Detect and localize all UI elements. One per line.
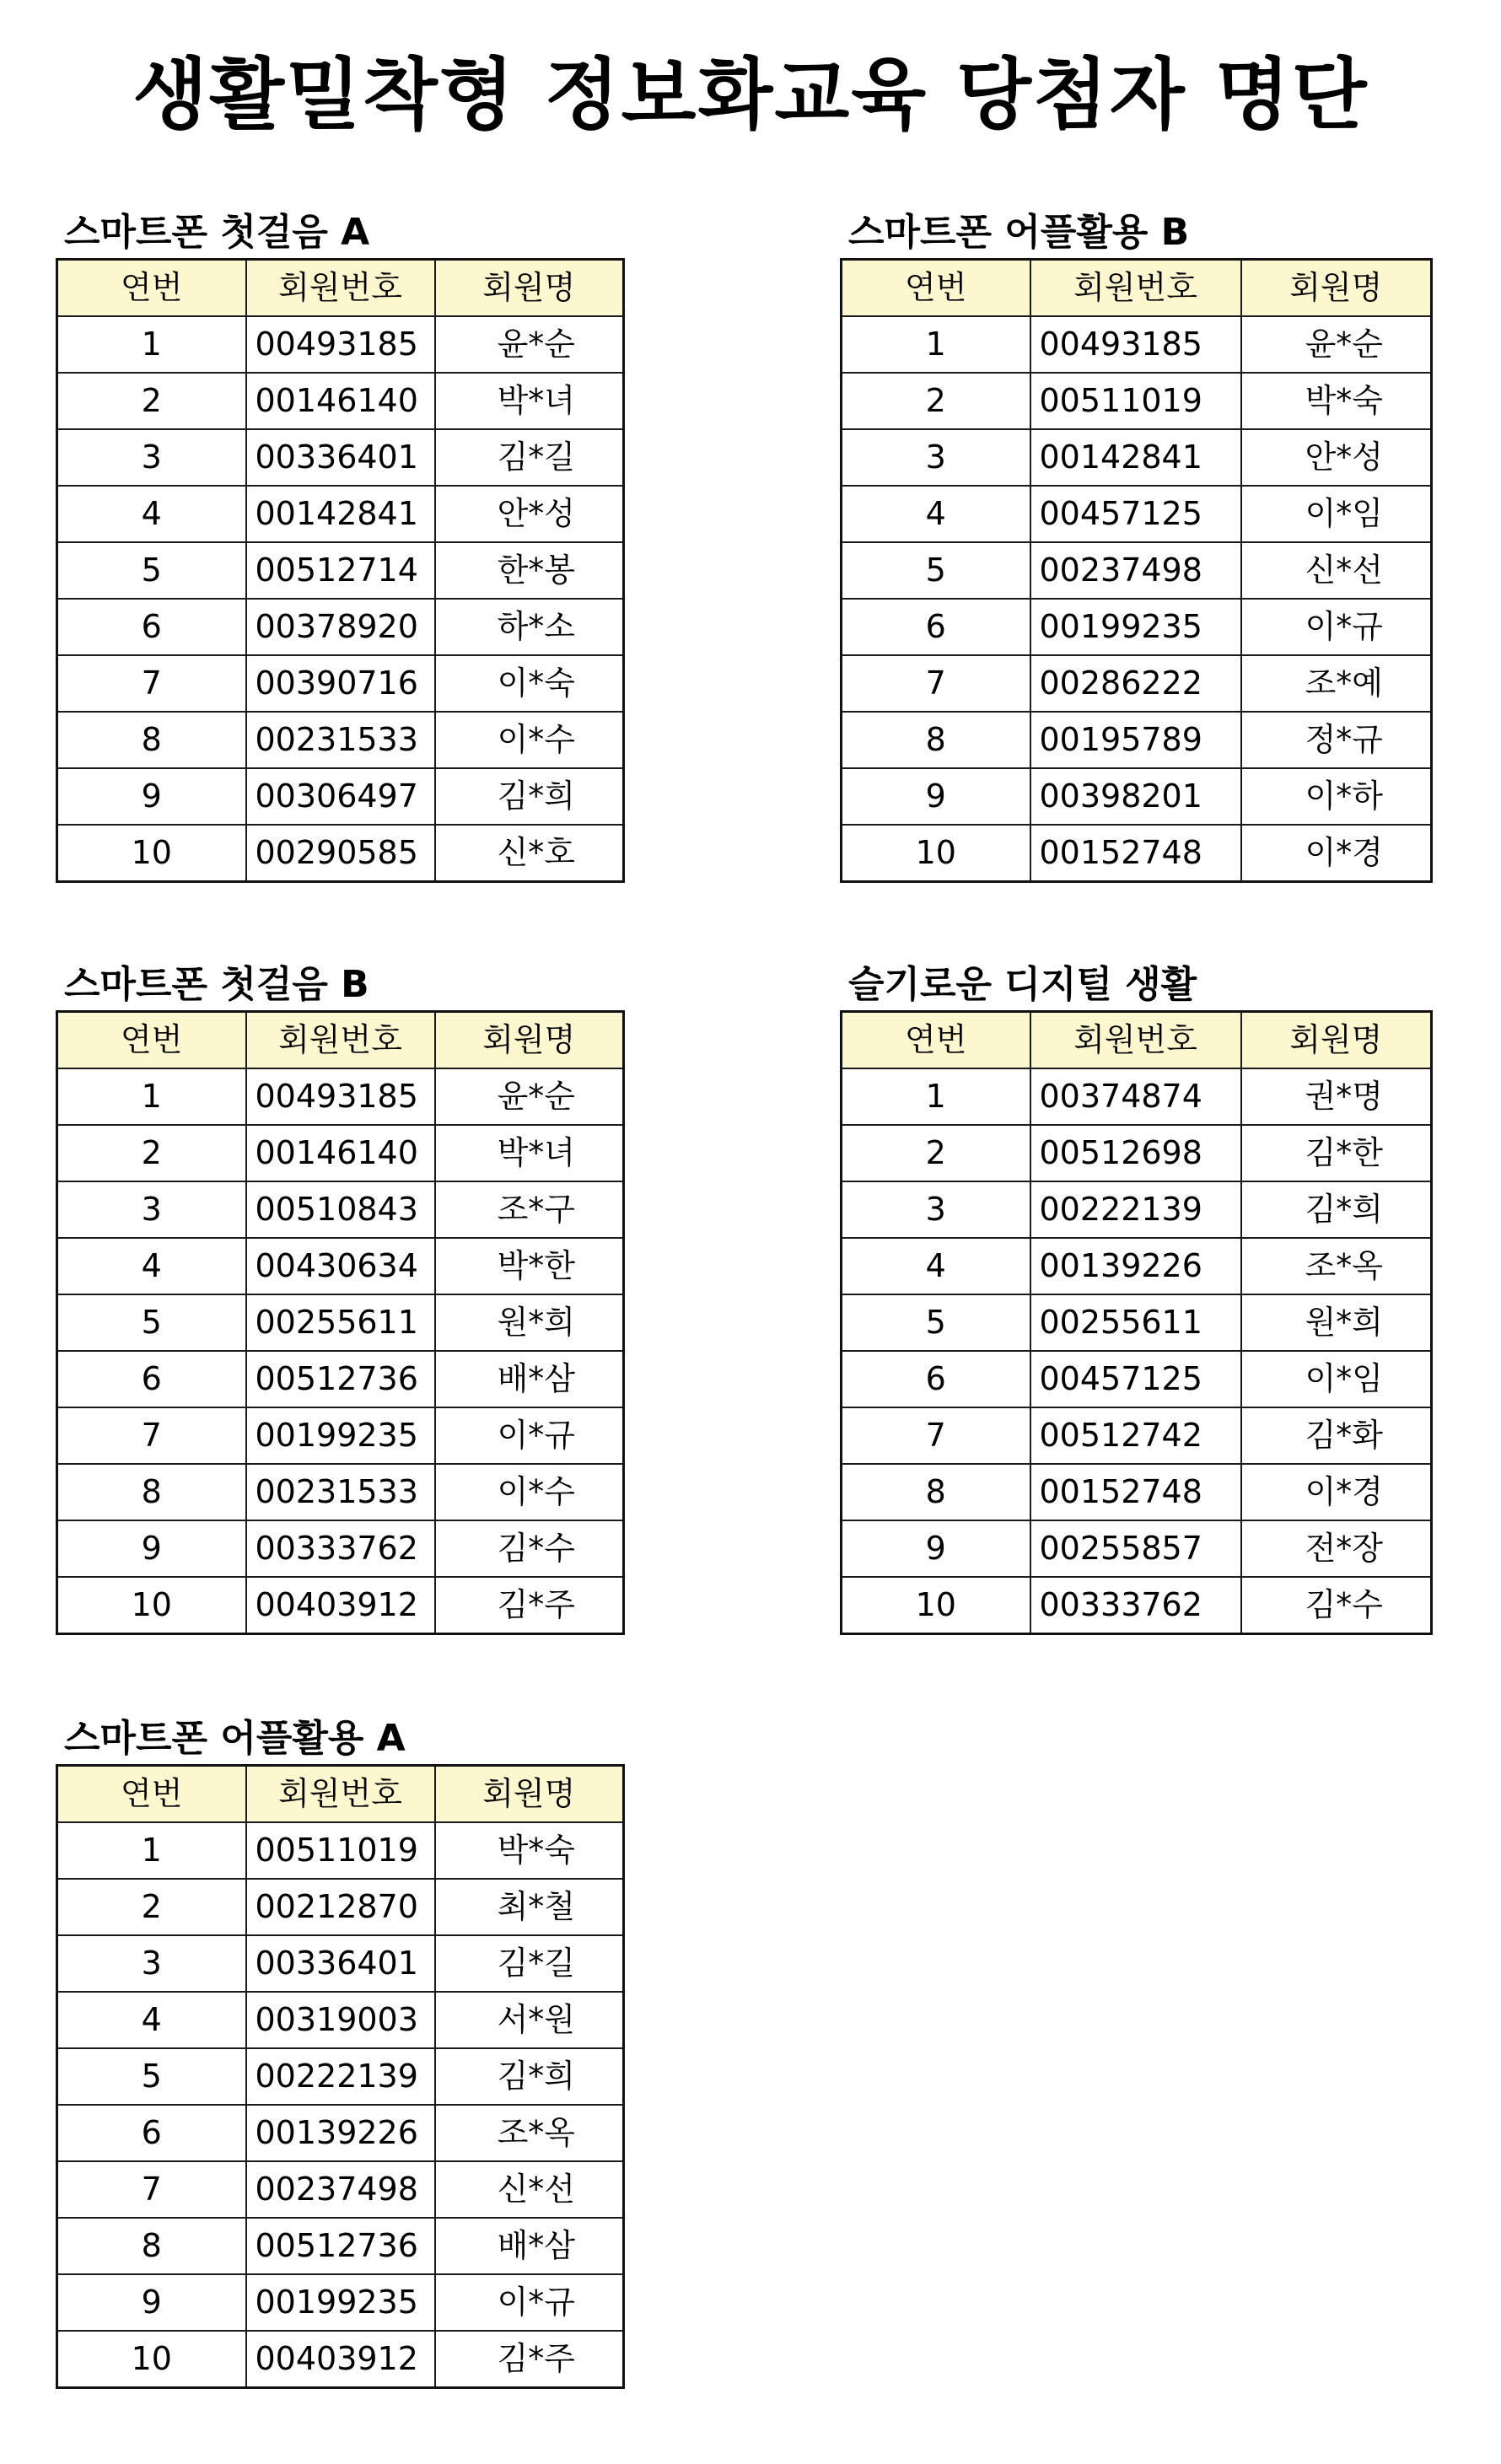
cell-member-name: 이*규	[435, 1407, 624, 1464]
cell-seq: 7	[842, 655, 1030, 712]
table-row	[57, 2331, 624, 2388]
cell-member-name: 윤*순	[1241, 316, 1432, 373]
table-row	[57, 2105, 624, 2161]
cell-member-id: 00403912	[246, 2331, 435, 2388]
cell-member-name: 서*원	[435, 1992, 624, 2048]
cell-member-id: 00146140	[246, 1125, 435, 1181]
cell-seq: 5	[57, 1294, 246, 1351]
table-row	[57, 1822, 624, 1879]
header-member-id: 회원번호	[1030, 260, 1241, 317]
cell-member-id: 00512736	[246, 1351, 435, 1407]
header-seq: 연번	[57, 1766, 246, 1823]
cell-seq: 8	[842, 1464, 1030, 1520]
cell-member-id: 00255611	[1030, 1294, 1241, 1351]
table-row	[57, 1520, 624, 1577]
cell-member-id: 00336401	[246, 429, 435, 486]
cell-seq: 1	[57, 316, 246, 373]
cell-member-name: 조*구	[435, 1181, 624, 1238]
cell-member-name: 김*길	[435, 429, 624, 486]
section-title: 스마트폰 첫걸음 A	[64, 211, 370, 254]
cell-member-id: 00146140	[246, 373, 435, 429]
cell-member-name: 신*선	[435, 2161, 624, 2218]
cell-seq: 3	[842, 429, 1030, 486]
cell-seq: 4	[842, 1238, 1030, 1294]
cell-member-name: 김*수	[1241, 1577, 1432, 1634]
table-row	[57, 1181, 624, 1238]
cell-seq: 9	[842, 768, 1030, 825]
cell-member-name: 김*희	[1241, 1181, 1432, 1238]
cell-member-name: 이*경	[1241, 825, 1432, 882]
cell-member-id: 00231533	[246, 1464, 435, 1520]
cell-member-name: 윤*순	[435, 1068, 624, 1125]
cell-seq: 6	[842, 599, 1030, 655]
cell-seq: 10	[57, 2331, 246, 2388]
section-title: 스마트폰 어플활용 B	[848, 211, 1190, 254]
cell-member-id: 00336401	[246, 1935, 435, 1992]
header-member-id: 회원번호	[246, 1766, 435, 1823]
table-row	[842, 316, 1432, 373]
cell-member-id: 00231533	[246, 712, 435, 768]
table-row	[57, 373, 624, 429]
cell-member-name: 김*희	[435, 2048, 624, 2105]
table-row	[57, 1577, 624, 1634]
header-seq: 연번	[842, 1012, 1030, 1069]
cell-member-name: 안*성	[435, 486, 624, 542]
table-row	[57, 486, 624, 542]
table-row	[57, 2218, 624, 2274]
cell-member-name: 이*규	[1241, 599, 1432, 655]
cell-member-id: 00493185	[1030, 316, 1241, 373]
section-title: 스마트폰 첫걸음 B	[64, 963, 369, 1006]
cell-member-id: 00333762	[1030, 1577, 1241, 1634]
cell-member-name: 권*명	[1241, 1068, 1432, 1125]
table-row	[842, 1351, 1432, 1407]
cell-seq: 6	[57, 2105, 246, 2161]
cell-member-id: 00199235	[246, 2274, 435, 2331]
cell-seq: 7	[57, 2161, 246, 2218]
winners-table	[56, 1764, 625, 2389]
table-row	[57, 2048, 624, 2105]
table-row	[842, 1520, 1432, 1577]
section-smartphone-app-b	[840, 209, 1433, 883]
cell-seq: 2	[57, 1879, 246, 1935]
cell-member-name: 박*녀	[435, 373, 624, 429]
table-row	[842, 373, 1432, 429]
table-row	[57, 1992, 624, 2048]
cell-seq: 9	[57, 1520, 246, 1577]
cell-seq: 2	[842, 373, 1030, 429]
cell-member-name: 신*선	[1241, 542, 1432, 599]
cell-seq: 3	[57, 1935, 246, 1992]
cell-member-name: 조*옥	[1241, 1238, 1432, 1294]
cell-seq: 4	[57, 1238, 246, 1294]
cell-member-id: 00510843	[246, 1181, 435, 1238]
table-row	[57, 1879, 624, 1935]
cell-seq: 8	[57, 1464, 246, 1520]
header-seq: 연번	[57, 1012, 246, 1069]
cell-seq: 5	[842, 542, 1030, 599]
cell-member-id: 00142841	[1030, 429, 1241, 486]
cell-member-id: 00512714	[246, 542, 435, 599]
cell-member-name: 배*삼	[435, 2218, 624, 2274]
cell-seq: 4	[57, 1992, 246, 2048]
header-member-id: 회원번호	[1030, 1012, 1241, 1069]
table-header-row	[57, 260, 624, 317]
table-row	[57, 542, 624, 599]
table-row	[842, 1407, 1432, 1464]
table-row	[57, 768, 624, 825]
cell-member-name: 김*수	[435, 1520, 624, 1577]
cell-member-id: 00512736	[246, 2218, 435, 2274]
table-row	[842, 1181, 1432, 1238]
table-header-row	[842, 1012, 1432, 1069]
cell-member-name: 박*녀	[435, 1125, 624, 1181]
cell-member-id: 00493185	[246, 316, 435, 373]
table-row	[842, 486, 1432, 542]
table-row	[842, 1577, 1432, 1634]
cell-seq: 4	[57, 486, 246, 542]
cell-seq: 7	[57, 1407, 246, 1464]
section-title: 슬기로운 디지털 생활	[848, 963, 1197, 1006]
cell-member-id: 00199235	[1030, 599, 1241, 655]
table-row	[57, 1238, 624, 1294]
cell-member-id: 00237498	[1030, 542, 1241, 599]
page-title: 생활밀착형 정보화교육 당첨자 명단	[132, 50, 1369, 140]
cell-member-name: 원*희	[1241, 1294, 1432, 1351]
cell-seq: 9	[57, 768, 246, 825]
cell-seq: 10	[842, 1577, 1030, 1634]
header-seq: 연번	[57, 260, 246, 317]
table-row	[57, 2274, 624, 2331]
table-row	[842, 655, 1432, 712]
cell-member-id: 00306497	[246, 768, 435, 825]
cell-member-name: 이*임	[1241, 486, 1432, 542]
cell-seq: 2	[57, 1125, 246, 1181]
cell-seq: 10	[842, 825, 1030, 882]
table-row	[57, 655, 624, 712]
cell-seq: 3	[57, 1181, 246, 1238]
winners-table	[840, 258, 1433, 883]
table-row	[842, 1464, 1432, 1520]
table-row	[57, 1935, 624, 1992]
cell-member-name: 박*숙	[435, 1822, 624, 1879]
cell-member-id: 00222139	[1030, 1181, 1241, 1238]
cell-seq: 3	[57, 429, 246, 486]
cell-member-id: 00511019	[246, 1822, 435, 1879]
winners-table	[56, 258, 625, 883]
cell-member-name: 정*규	[1241, 712, 1432, 768]
cell-member-name: 조*옥	[435, 2105, 624, 2161]
cell-member-id: 00142841	[246, 486, 435, 542]
table-row	[57, 1068, 624, 1125]
table-row	[57, 825, 624, 882]
cell-member-id: 00139226	[246, 2105, 435, 2161]
cell-member-id: 00457125	[1030, 1351, 1241, 1407]
cell-seq: 3	[842, 1181, 1030, 1238]
cell-member-name: 이*경	[1241, 1464, 1432, 1520]
cell-member-name: 한*봉	[435, 542, 624, 599]
cell-seq: 8	[57, 712, 246, 768]
cell-seq: 9	[842, 1520, 1030, 1577]
cell-member-name: 이*규	[435, 2274, 624, 2331]
cell-member-id: 00390716	[246, 655, 435, 712]
section-title: 스마트폰 어플활용 A	[64, 1717, 406, 1760]
cell-member-name: 조*예	[1241, 655, 1432, 712]
table-row	[57, 2161, 624, 2218]
table-row	[57, 599, 624, 655]
cell-member-id: 00457125	[1030, 486, 1241, 542]
section-smart-digital-life	[840, 961, 1433, 1635]
cell-seq: 6	[842, 1351, 1030, 1407]
cell-member-id: 00195789	[1030, 712, 1241, 768]
cell-member-id: 00398201	[1030, 768, 1241, 825]
cell-member-name: 배*삼	[435, 1351, 624, 1407]
table-row	[842, 1294, 1432, 1351]
cell-seq: 10	[57, 825, 246, 882]
header-member-id: 회원번호	[246, 1012, 435, 1069]
table-row	[842, 542, 1432, 599]
section-smartphone-first-a	[56, 209, 625, 883]
cell-member-id: 00512698	[1030, 1125, 1241, 1181]
cell-member-name: 이*숙	[435, 655, 624, 712]
cell-member-id: 00290585	[246, 825, 435, 882]
cell-member-name: 하*소	[435, 599, 624, 655]
cell-member-name: 박*숙	[1241, 373, 1432, 429]
header-member-name: 회원명	[435, 1766, 624, 1823]
cell-member-id: 00199235	[246, 1407, 435, 1464]
cell-member-name: 전*장	[1241, 1520, 1432, 1577]
cell-member-id: 00286222	[1030, 655, 1241, 712]
table-header-row	[842, 260, 1432, 317]
cell-member-name: 김*길	[435, 1935, 624, 1992]
section-smartphone-app-a	[56, 1715, 625, 2389]
table-row	[57, 1125, 624, 1181]
cell-member-name: 박*한	[435, 1238, 624, 1294]
table-row	[842, 1068, 1432, 1125]
cell-seq: 1	[842, 1068, 1030, 1125]
cell-seq: 5	[57, 2048, 246, 2105]
table-row	[842, 599, 1432, 655]
cell-seq: 9	[57, 2274, 246, 2331]
cell-member-name: 안*성	[1241, 429, 1432, 486]
winners-table	[840, 1010, 1433, 1635]
cell-member-name: 이*수	[435, 1464, 624, 1520]
cell-member-id: 00378920	[246, 599, 435, 655]
cell-member-id: 00255611	[246, 1294, 435, 1351]
cell-seq: 5	[57, 542, 246, 599]
header-member-name: 회원명	[1241, 260, 1432, 317]
cell-member-name: 윤*순	[435, 316, 624, 373]
cell-member-name: 이*하	[1241, 768, 1432, 825]
cell-member-name: 김*한	[1241, 1125, 1432, 1181]
cell-member-name: 김*희	[435, 768, 624, 825]
cell-seq: 1	[57, 1822, 246, 1879]
cell-seq: 7	[842, 1407, 1030, 1464]
table-row	[57, 1407, 624, 1464]
header-member-name: 회원명	[435, 260, 624, 317]
cell-seq: 8	[57, 2218, 246, 2274]
table-header-row	[57, 1766, 624, 1823]
table-row	[842, 429, 1432, 486]
cell-seq: 1	[57, 1068, 246, 1125]
cell-seq: 10	[57, 1577, 246, 1634]
cell-member-id: 00212870	[246, 1879, 435, 1935]
cell-member-id: 00403912	[246, 1577, 435, 1634]
cell-member-id: 00511019	[1030, 373, 1241, 429]
cell-member-name: 신*호	[435, 825, 624, 882]
table-row	[57, 316, 624, 373]
header-member-name: 회원명	[435, 1012, 624, 1069]
cell-seq: 6	[57, 1351, 246, 1407]
table-row	[842, 1125, 1432, 1181]
cell-member-id: 00152748	[1030, 1464, 1241, 1520]
cell-seq: 1	[842, 316, 1030, 373]
header-member-id: 회원번호	[246, 260, 435, 317]
table-row	[842, 712, 1432, 768]
cell-member-id: 00237498	[246, 2161, 435, 2218]
cell-member-name: 김*화	[1241, 1407, 1432, 1464]
cell-seq: 2	[842, 1125, 1030, 1181]
cell-member-id: 00255857	[1030, 1520, 1241, 1577]
table-row	[842, 1238, 1432, 1294]
header-member-name: 회원명	[1241, 1012, 1432, 1069]
table-row	[57, 1294, 624, 1351]
cell-member-id: 00493185	[246, 1068, 435, 1125]
cell-member-name: 이*임	[1241, 1351, 1432, 1407]
cell-member-id: 00152748	[1030, 825, 1241, 882]
cell-seq: 2	[57, 373, 246, 429]
cell-member-name: 최*철	[435, 1879, 624, 1935]
table-row	[57, 712, 624, 768]
table-row	[57, 1351, 624, 1407]
cell-member-id: 00139226	[1030, 1238, 1241, 1294]
table-row	[57, 429, 624, 486]
cell-member-id: 00512742	[1030, 1407, 1241, 1464]
cell-member-id: 00222139	[246, 2048, 435, 2105]
cell-member-id: 00430634	[246, 1238, 435, 1294]
cell-member-name: 원*희	[435, 1294, 624, 1351]
cell-seq: 7	[57, 655, 246, 712]
cell-member-name: 이*수	[435, 712, 624, 768]
cell-seq: 5	[842, 1294, 1030, 1351]
table-row	[57, 1464, 624, 1520]
header-seq: 연번	[842, 260, 1030, 317]
winners-table	[56, 1010, 625, 1635]
table-header-row	[57, 1012, 624, 1069]
section-smartphone-first-b	[56, 961, 625, 1635]
table-row	[842, 825, 1432, 882]
cell-member-name: 김*주	[435, 1577, 624, 1634]
table-row	[842, 768, 1432, 825]
cell-member-id: 00319003	[246, 1992, 435, 2048]
cell-member-name: 김*주	[435, 2331, 624, 2388]
cell-member-id: 00333762	[246, 1520, 435, 1577]
cell-seq: 4	[842, 486, 1030, 542]
cell-seq: 8	[842, 712, 1030, 768]
cell-member-id: 00374874	[1030, 1068, 1241, 1125]
cell-seq: 6	[57, 599, 246, 655]
